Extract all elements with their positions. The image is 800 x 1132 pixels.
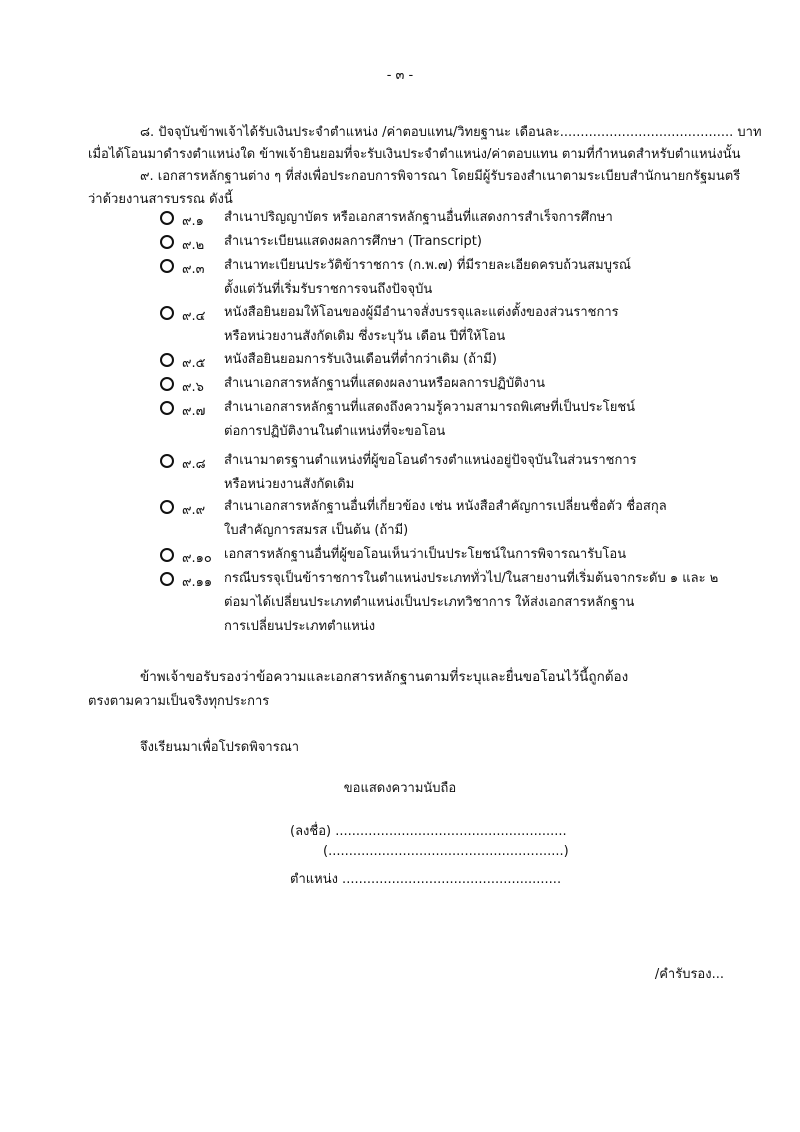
checkbox-circle-icon[interactable] <box>160 235 174 249</box>
item-number: ๙.๖ <box>182 380 204 395</box>
item-text-line: หรือหน่วยงานสังกัดเดิม <box>224 477 355 492</box>
certify-line1: ข้าพเจ้าขอรับรองว่าข้อความและเอกสารหลักฐานตามที่ระบุและยื่นขอโอนไว้นี้ถูกต้อง <box>140 669 629 685</box>
item-text <box>224 206 613 230</box>
checkbox-circle-icon[interactable] <box>160 548 174 562</box>
item-text-line: การเปลี่ยนประเภทตำแหน่ง <box>224 619 376 634</box>
item-text-line: สำเนาเอกสารหลักฐานอื่นที่เกี่ยวข้อง เช่น หนังสือสำคัญการเปลี่ยนชื่อตัว ชื่อสกุล <box>224 499 667 514</box>
item-text-line: ต่อการปฏิบัติงานในตำแหน่งที่จะขอโอน <box>224 424 446 439</box>
item-text <box>224 449 637 497</box>
item-text-line: สำเนาเอกสารหลักฐานที่แสดงถึงความรู้ความสามารถพิเศษที่เป็นประโยชน์ <box>224 400 636 415</box>
item-number: ๙.๒ <box>182 238 205 253</box>
item-text-line: สำเนาทะเบียนประวัติข้าราชการ (ก.พ.๗) ที่มีรายละเอียดครบถ้วนสมบูรณ์ <box>224 258 631 273</box>
item-text <box>224 254 631 302</box>
para9-line2: ว่าด้วยงานสารบรรณ ดังนี้ <box>88 192 233 207</box>
page-number: - ๓ - <box>386 68 414 83</box>
checkbox-circle-icon[interactable] <box>160 211 174 225</box>
item-number: ๙.๓ <box>182 262 205 277</box>
item-text <box>224 396 635 444</box>
item-text <box>224 230 482 254</box>
item-number: ๙.๑๐ <box>182 551 212 566</box>
item-text <box>224 348 497 372</box>
item-text-line: ใบสำคัญการสมรส เป็นต้น (ถ้ามี) <box>224 523 409 538</box>
item-text-line: กรณีบรรจุเป็นข้าราชการในตำแหน่งประเภททั่วไป/ในสายงานที่เริ่มต้นจากระดับ ๑ และ ๒ <box>224 571 719 586</box>
checkbox-circle-icon[interactable] <box>160 500 174 514</box>
item-number: ๙.๕ <box>182 356 206 371</box>
item-text-line: สำเนาเอกสารหลักฐานที่แสดงผลงานหรือผลการปฏิบัติงาน <box>224 376 546 391</box>
item-text-line: หรือหน่วยงานสังกัดเดิม ซึ่งระบุวัน เดือน ปีที่ให้โอน <box>224 329 506 344</box>
checkbox-circle-icon[interactable] <box>160 401 174 415</box>
item-text-line: สำเนาปริญญาบัตร หรือเอกสารหลักฐานอื่นที่แสดงการสำเร็จการศึกษา <box>224 210 613 225</box>
checkbox-circle-icon[interactable] <box>160 377 174 391</box>
item-text-line: ตั้งแต่วันที่เริ่มรับราชการจนถึงปัจจุบัน <box>224 282 433 297</box>
item-number: ๙.๗ <box>182 404 206 419</box>
item-text-line: เอกสารหลักฐานอื่นที่ผู้ขอโอนเห็นว่าเป็นประโยชน์ในการพิจารณารับโอน <box>224 547 627 562</box>
checkbox-circle-icon[interactable] <box>160 454 174 468</box>
item-text <box>224 543 626 567</box>
name-line: (.........................................................) <box>323 844 569 859</box>
certify-line2: ตรงตามความเป็นจริงทุกประการ <box>88 694 270 709</box>
position-line: ตำแหน่ง ..................................................... <box>290 872 562 887</box>
checkbox-circle-icon[interactable] <box>160 572 174 586</box>
checkbox-circle-icon[interactable] <box>160 306 174 320</box>
closing-text: จึงเรียนมาเพื่อโปรดพิจารณา <box>140 740 300 755</box>
checkbox-circle-icon[interactable] <box>160 353 174 367</box>
item-number: ๙.๑ <box>182 214 204 229</box>
regards-text: ขอแสดงความนับถือ <box>343 781 457 796</box>
item-text-line: ต่อมาได้เปลี่ยนประเภทตำแหน่งเป็นประเภทวิชาการ ให้ส่งเอกสารหลักฐาน <box>224 595 635 610</box>
item-number: ๙.๔ <box>182 309 206 324</box>
item-text <box>224 567 718 639</box>
item-text-line: สำเนาระเบียนแสดงผลการศึกษา (Transcript) <box>224 234 482 249</box>
item-text <box>224 495 667 543</box>
checkbox-circle-icon[interactable] <box>160 259 174 273</box>
item-text <box>224 372 545 396</box>
item-text <box>224 301 619 349</box>
para9-line1: ๙. เอกสารหลักฐานต่าง ๆ ที่ส่งเพื่อประกอบการพิจารณา โดยมีผู้รับรองสำเนาตามระเบียบสำนักนายกรัฐมนตรี <box>140 169 741 184</box>
item-number: ๙.๙ <box>182 503 206 518</box>
signature-line: (ลงชื่อ) ........................................................ <box>290 824 567 839</box>
item-number: ๙.๘ <box>182 457 206 472</box>
para8-line1: ๘. ปัจจุบันข้าพเจ้าได้รับเงินประจำตำแหน่ง /ค่าตอบแทน/วิทยฐานะ เดือนละ.......................................... บาท <box>140 125 762 140</box>
para8-line2: เมื่อได้โอนมาดำรงตำแหน่งใด ข้าพเจ้ายินยอมที่จะรับเงินประจำตำแหน่ง/ค่าตอบแทน ตามที่กำหนดสำหรับตำแหน่งนั้น <box>88 147 741 162</box>
footer-continuation: /คำรับรอง... <box>654 967 724 982</box>
item-text-line: หนังสือยินยอมการรับเงินเดือนที่ต่ำกว่าเดิม (ถ้ามี) <box>224 352 497 367</box>
item-number: ๙.๑๑ <box>182 575 213 590</box>
item-text-line: สำเนามาตรฐานตำแหน่งที่ผู้ขอโอนดำรงตำแหน่งอยู่ปัจจุบันในส่วนราชการ <box>224 453 637 468</box>
item-text-line: หนังสือยินยอมให้โอนของผู้มีอำนาจสั่งบรรจุและแต่งตั้งของส่วนราชการ <box>224 305 619 320</box>
